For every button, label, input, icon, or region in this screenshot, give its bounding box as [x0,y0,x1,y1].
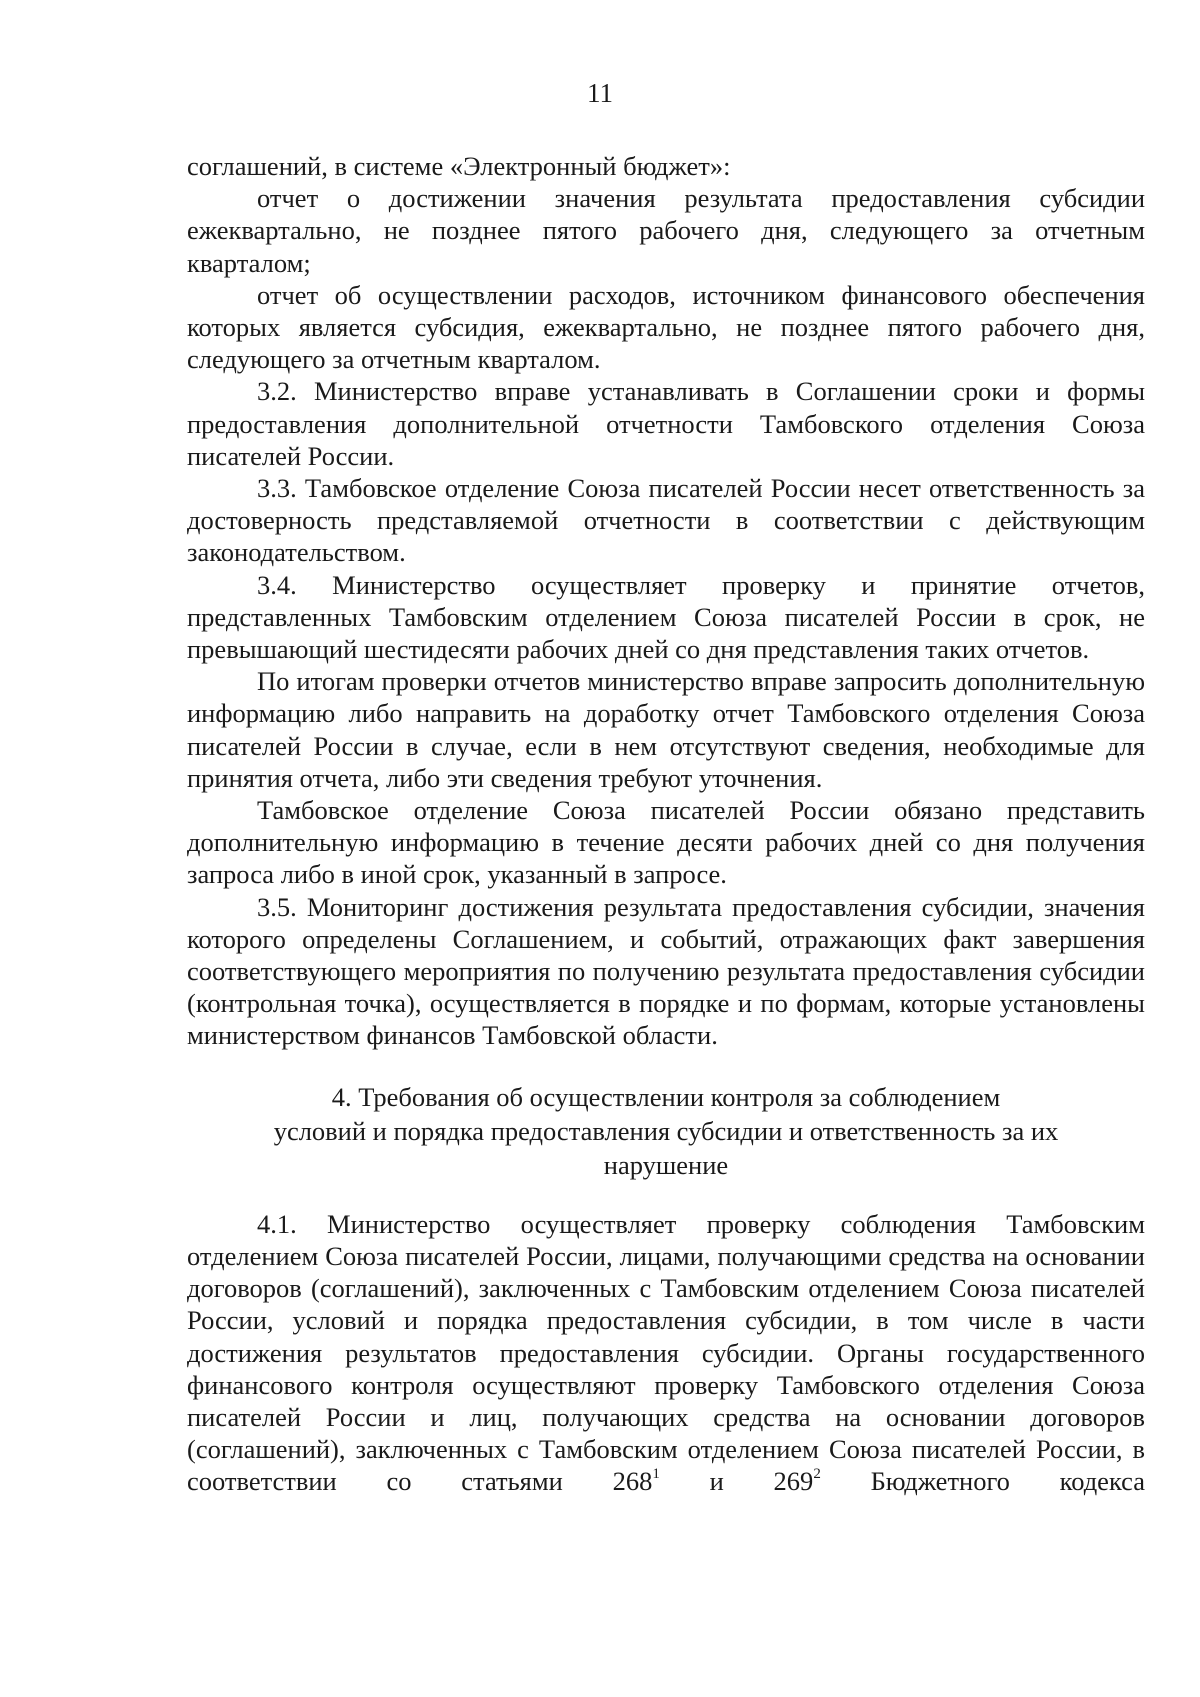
paragraph-3-4: 3.4. Министерство осуществляет проверку и принятие отчетов, представленных Тамбовским отделением Союза писателей России в срок, не превышающий шестидесяти рабочих дней со дня представления таких отчетов. [187,569,1145,665]
heading-line-3: нарушение [603,1149,729,1180]
page-number: 11 [587,78,613,108]
paragraph-check-results: По итогам проверки отчетов министерство вправе запросить дополнительную информацию либо направить на доработку отчет Тамбовского отделения Союза писателей России в случае, если в нем отсутствуют сведения, необходимые для принятия отчета, либо эти сведения требуют уточнения. [187,666,1145,793]
superscript-1: 1 [652,1466,660,1483]
paragraph-additional-info: Тамбовское отделение Союза писателей России обязано представить дополнительную информацию в течение десяти рабочих дней со дня получения запроса либо в иной срок, указанный в запросе. [187,795,1145,890]
paragraph-4-1-and: и 269 [659,1466,814,1497]
section-4-heading [187,1080,1145,1182]
heading-line-2: условий и порядка предоставления субсидии и ответственность за их [273,1115,1059,1146]
paragraph-report-expenses: отчет об осуществлении расходов, источником финансового обеспечения которых является субсидия, ежеквартально, не позднее пятого рабочего дня, следующего за отчетным кварталом. [187,279,1145,375]
document-body [187,150,1145,1498]
paragraph-4-1-text: 4.1. Министерство осуществляет проверку соблюдения Тамбовским отделением Союза писателей России, лицами, получающими средства на основании договоров (соглашений), заключенных с Тамбовским отделением Союза писателей России, условий и порядка предоставления субсидии, в том числе в части достижения результатов предоставления субсидии. Органы государственного финансового контроля осуществляют проверку Тамбовского отделения Союза писателей России и лиц, получающих средства на основании договоров (соглашений), заключенных с Тамбовским отделением Союза писателей России, в соответствии со статьями 268 [187,1208,1145,1497]
paragraph-4-1-tail: Бюджетного кодекса [820,1466,1146,1497]
paragraph-3-2: 3.2. Министерство вправе устанавливать в Соглашении сроки и формы предоставления дополнительной отчетности Тамбовского отделения Союза писателей России. [187,376,1145,471]
paragraph-3-5: 3.5. Мониторинг достижения результата предоставления субсидии, значения которого определены Соглашением, и событий, отражающих факт завершения соответствующего мероприятия по получению результата предоставления субсидии (контрольная точка), осуществляется в порядке и по формам, которые установлены министерством финансов Тамбовской области. [187,891,1145,1051]
paragraph-report-result: отчет о достижении значения результата предоставления субсидии ежеквартально, не позднее пятого рабочего дня, следующего за отчетным кварталом; [187,183,1145,278]
superscript-2: 2 [813,1466,821,1483]
paragraph-3-3: 3.3. Тамбовское отделение Союза писателей России несет ответственность за достоверность представляемой отчетности в соответствии с действующим законодательством. [187,473,1145,568]
paragraph-4-1 [187,1208,1145,1498]
paragraph-continuation: соглашений, в системе «Электронный бюджет»: [187,151,731,181]
heading-line-1: 4. Требования об осуществлении контроля за соблюдением [331,1081,1001,1112]
